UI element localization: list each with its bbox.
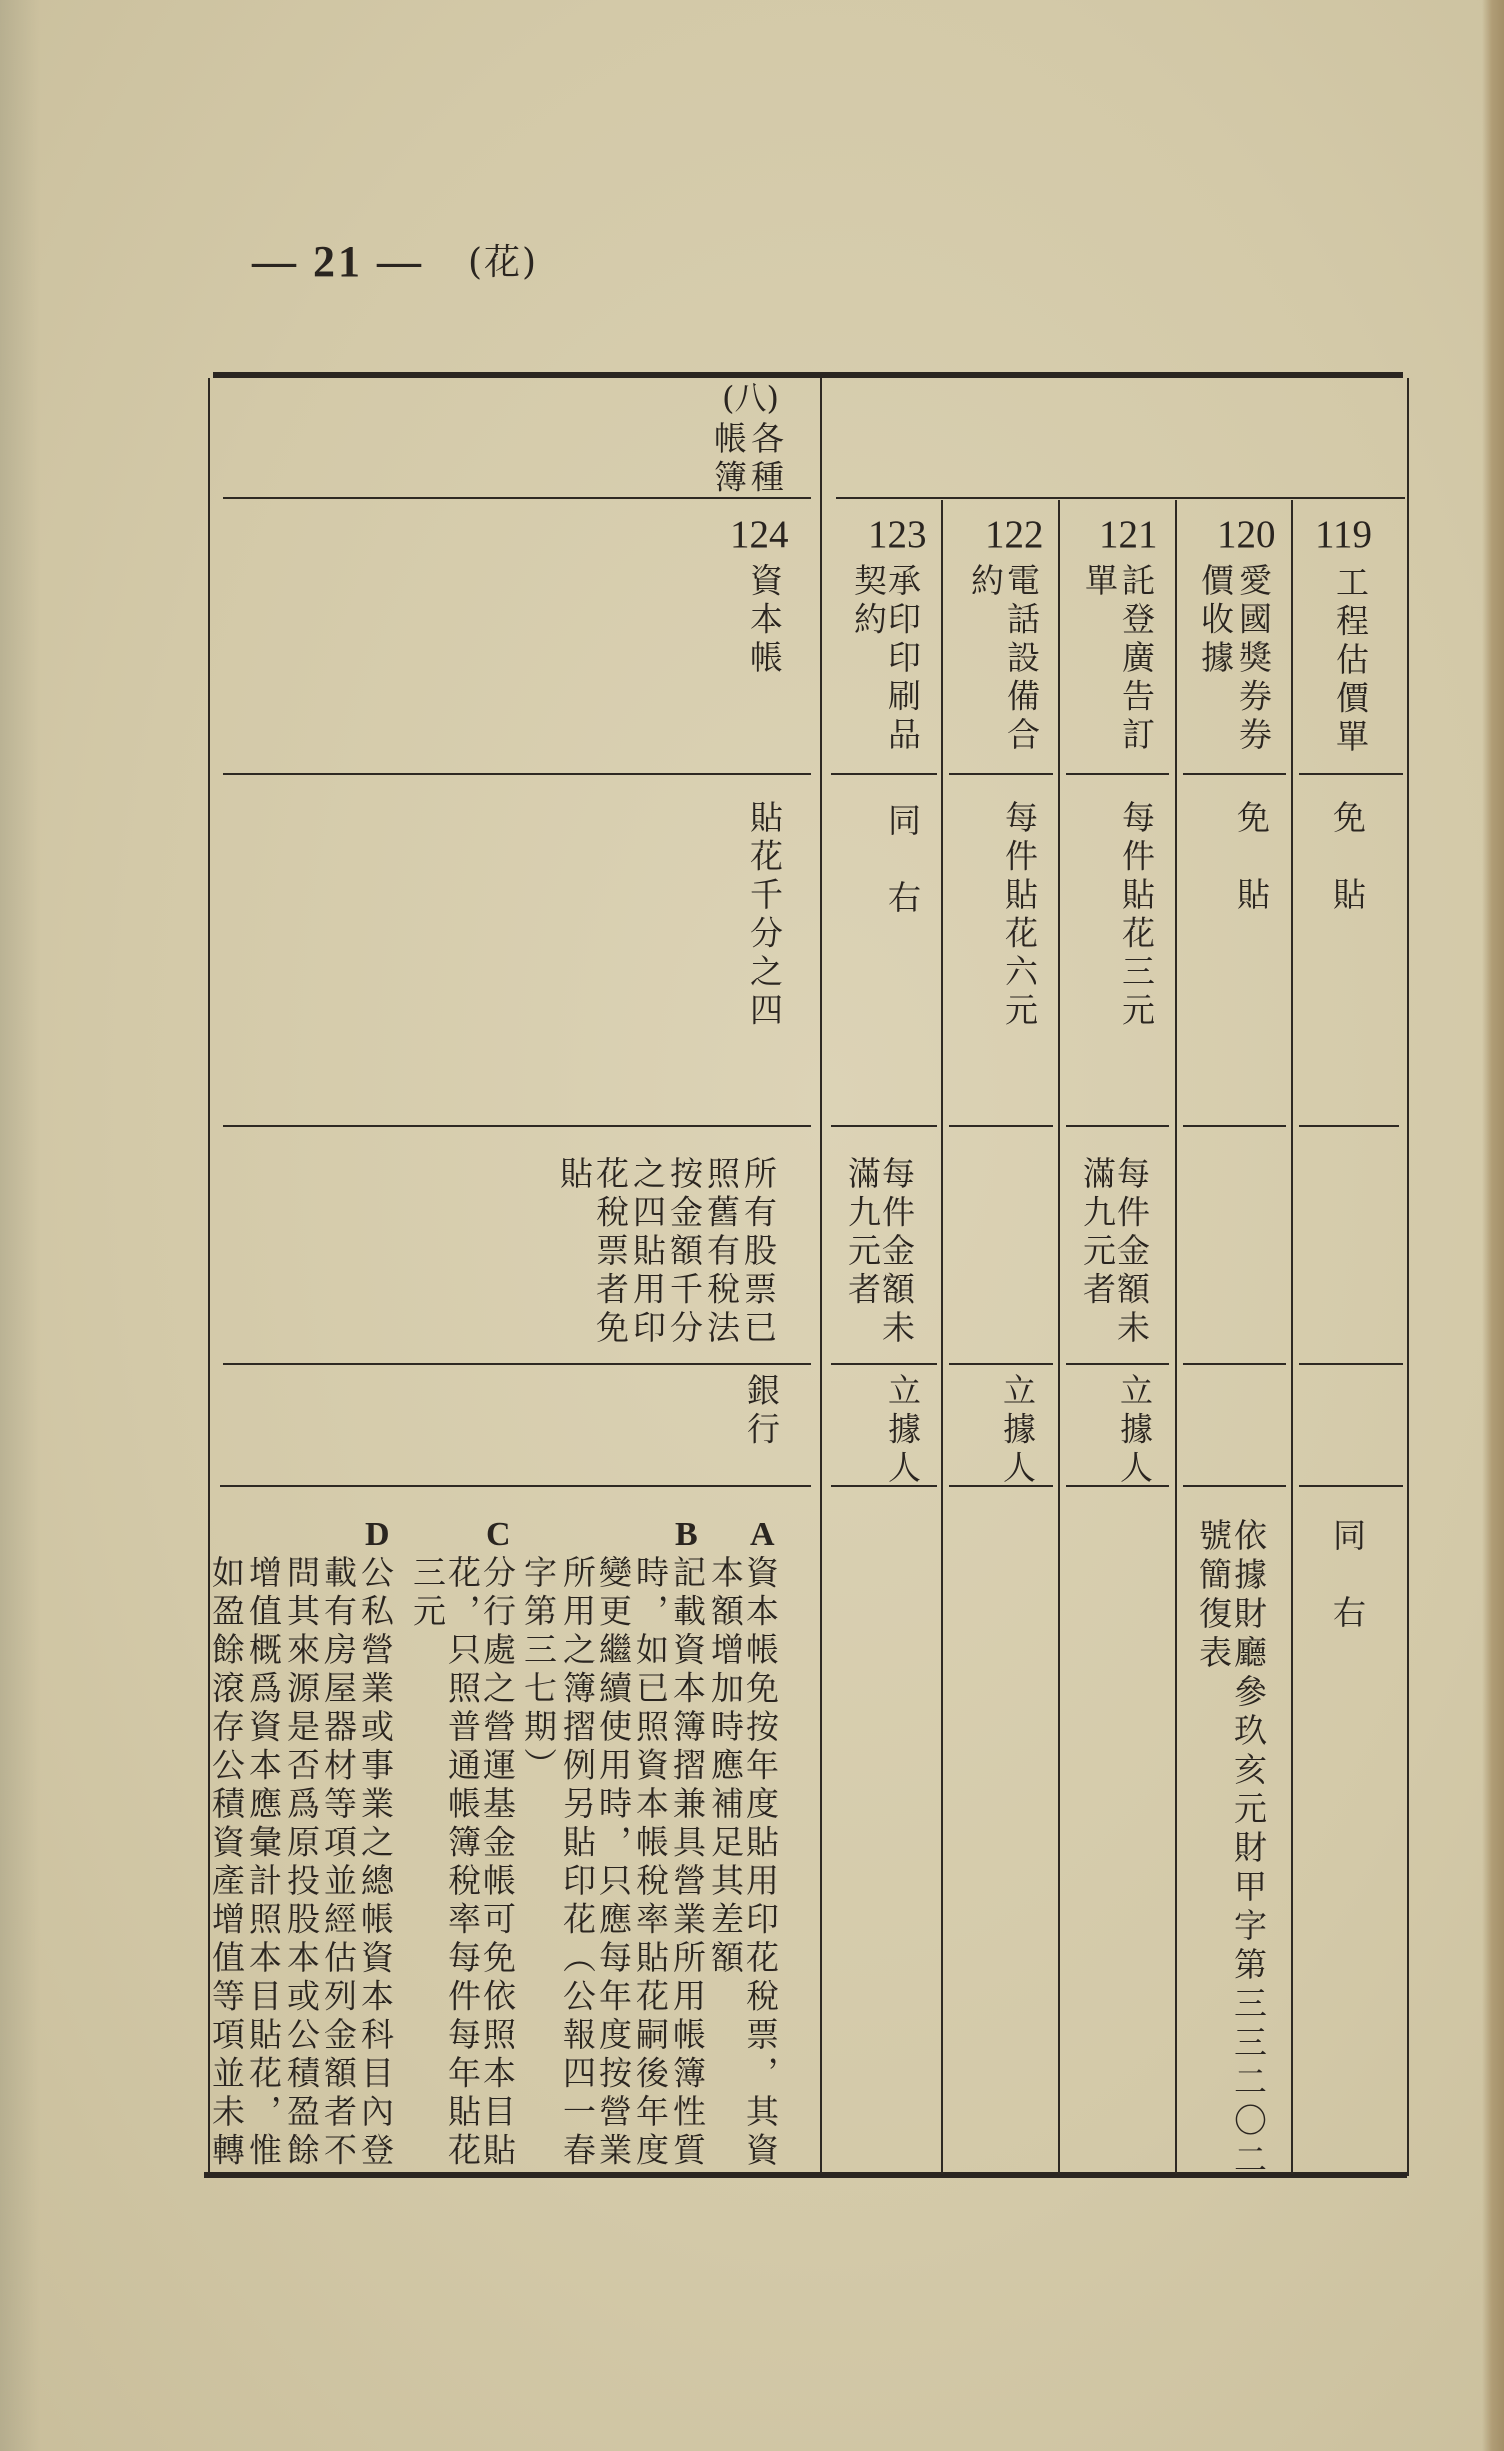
notes-120: 號簡復表 — [1194, 1518, 1233, 1674]
row-divider — [831, 1125, 937, 1127]
item-number-123: 123 — [868, 513, 927, 556]
rate-121: 每件貼花三元 — [1117, 800, 1156, 1031]
exemption-123: 滿九元者 — [843, 1156, 882, 1310]
column-divider — [1175, 500, 1177, 2174]
note-b-column: 時，如已照資本帳稅率貼花嗣後年度 — [631, 1555, 670, 2171]
item-name-120: 愛國獎券券 — [1234, 563, 1273, 756]
exemption-124: 照舊有稅法 — [702, 1156, 741, 1349]
item-name-124: 資本帳 — [745, 563, 784, 679]
notes-120: 依據財廳參玖亥元財甲字第三三二〇二 — [1229, 1518, 1268, 2181]
section-title-column: 帳簿 — [709, 421, 748, 498]
note-c-column: 分行處之營運基金帳可免依照本目貼 — [478, 1555, 517, 2171]
row-divider — [1299, 773, 1403, 775]
section-number: (八) — [722, 379, 779, 417]
notes-119: 同 右 — [1328, 1518, 1367, 1634]
note-d-column: 問其來源是否爲原投股本或公積盈餘 — [282, 1555, 321, 2171]
row-divider — [831, 1363, 937, 1365]
row-divider — [223, 1125, 811, 1127]
item-name-119: 工程估價單 — [1331, 565, 1370, 758]
table-bottom-border — [204, 2172, 1407, 2178]
row-divider — [1066, 1125, 1169, 1127]
item-number-121: 121 — [1099, 513, 1158, 556]
item-number-124: 124 — [730, 513, 789, 556]
column-divider — [941, 500, 943, 2174]
row-divider — [1299, 1125, 1399, 1127]
row-divider — [1183, 1363, 1286, 1365]
row-divider — [1183, 1485, 1286, 1487]
note-label-a: A — [750, 1516, 775, 1553]
exemption-121: 每件金額未 — [1112, 1156, 1151, 1349]
note-a-column: 資本帳免按年度貼用印花稅票，其資 — [741, 1555, 780, 2171]
table-top-border — [213, 372, 1403, 378]
item-number-122: 122 — [985, 513, 1044, 556]
exemption-123: 每件金額未 — [877, 1156, 916, 1349]
section-title-column: 各種 — [746, 421, 785, 498]
note-label-c: C — [486, 1516, 511, 1553]
note-d-column: 增值概爲資本應彙計照本目貼花，惟 — [244, 1555, 283, 2171]
item-number-120: 120 — [1217, 513, 1276, 556]
taxpayer-122: 立據人 — [998, 1373, 1037, 1489]
note-d-column: 公私營業或事業之總帳資本科目內登 — [356, 1555, 395, 2171]
item-name-122: 電話設備合 — [1002, 563, 1041, 756]
note-d-column: 載有房屋器材等項並經估列金額者不 — [319, 1555, 358, 2171]
page-number: — 21 — — [252, 237, 424, 286]
note-b-column: 變更繼續使用時，只應每年度按營業 — [594, 1555, 633, 2171]
item-name-120: 價收據 — [1196, 563, 1235, 679]
row-divider — [1183, 773, 1286, 775]
note-label-b: B — [675, 1516, 698, 1553]
item-name-121: 單 — [1080, 563, 1119, 602]
exemption-124: 按金額千分 — [665, 1156, 704, 1349]
note-label-d: D — [365, 1516, 390, 1553]
row-divider — [949, 1363, 1053, 1365]
section-label: (花) — [468, 242, 539, 283]
item-name-123: 契約 — [849, 563, 888, 640]
row-divider — [836, 497, 1405, 499]
note-b-column: 所用之簿摺例另貼印花（公報四一春 — [558, 1555, 597, 2171]
item-name-121: 託登廣告訂 — [1117, 563, 1156, 756]
note-d-column: 如盈餘滾存公積資產增值等項並未轉 — [207, 1555, 246, 2171]
rate-123: 同 右 — [883, 803, 922, 919]
column-divider — [1291, 500, 1293, 2174]
column-divider — [820, 378, 822, 2174]
taxpayer-123: 立據人 — [883, 1373, 922, 1489]
row-divider — [223, 773, 811, 775]
exemption-124: 花稅票者免 — [591, 1156, 630, 1349]
note-c-column: 花，只照普通帳簿稅率每件每年貼花 — [443, 1555, 482, 2171]
rate-122: 每件貼花六元 — [1000, 800, 1039, 1031]
note-c-column: 三元 — [408, 1555, 447, 1632]
note-b-column: 記載資本簿摺兼具營業所用帳簿性質 — [668, 1555, 707, 2171]
row-divider — [1299, 1485, 1403, 1487]
taxpayer-124: 銀行 — [742, 1373, 781, 1450]
row-divider — [949, 1125, 1053, 1127]
item-number-119: 119 — [1315, 513, 1373, 556]
item-name-122: 約 — [966, 563, 1005, 602]
table-right-border — [1407, 378, 1409, 2176]
exemption-124: 之四貼用印 — [628, 1156, 667, 1349]
note-a-column: 本額增加時應補足其差額 — [706, 1555, 745, 1979]
rate-120: 免 貼 — [1232, 800, 1271, 916]
taxpayer-121: 立據人 — [1115, 1373, 1154, 1489]
exemption-124: 貼 — [555, 1156, 594, 1195]
row-divider — [831, 773, 937, 775]
exemption-121: 滿九元者 — [1078, 1156, 1117, 1310]
rate-124: 貼花千分之四 — [745, 800, 784, 1031]
row-divider — [1299, 1363, 1403, 1365]
exemption-124: 所有股票已 — [739, 1156, 778, 1349]
column-divider — [1058, 500, 1060, 2174]
row-divider — [220, 1485, 811, 1487]
item-name-123: 承印印刷品 — [883, 563, 922, 756]
rate-119: 免 貼 — [1328, 800, 1367, 916]
row-divider — [1183, 1125, 1286, 1127]
note-b-column: 字第三七期） — [519, 1555, 558, 1786]
row-divider — [223, 1363, 811, 1365]
row-divider — [949, 773, 1053, 775]
row-divider — [1066, 773, 1169, 775]
row-divider — [1066, 1363, 1169, 1365]
